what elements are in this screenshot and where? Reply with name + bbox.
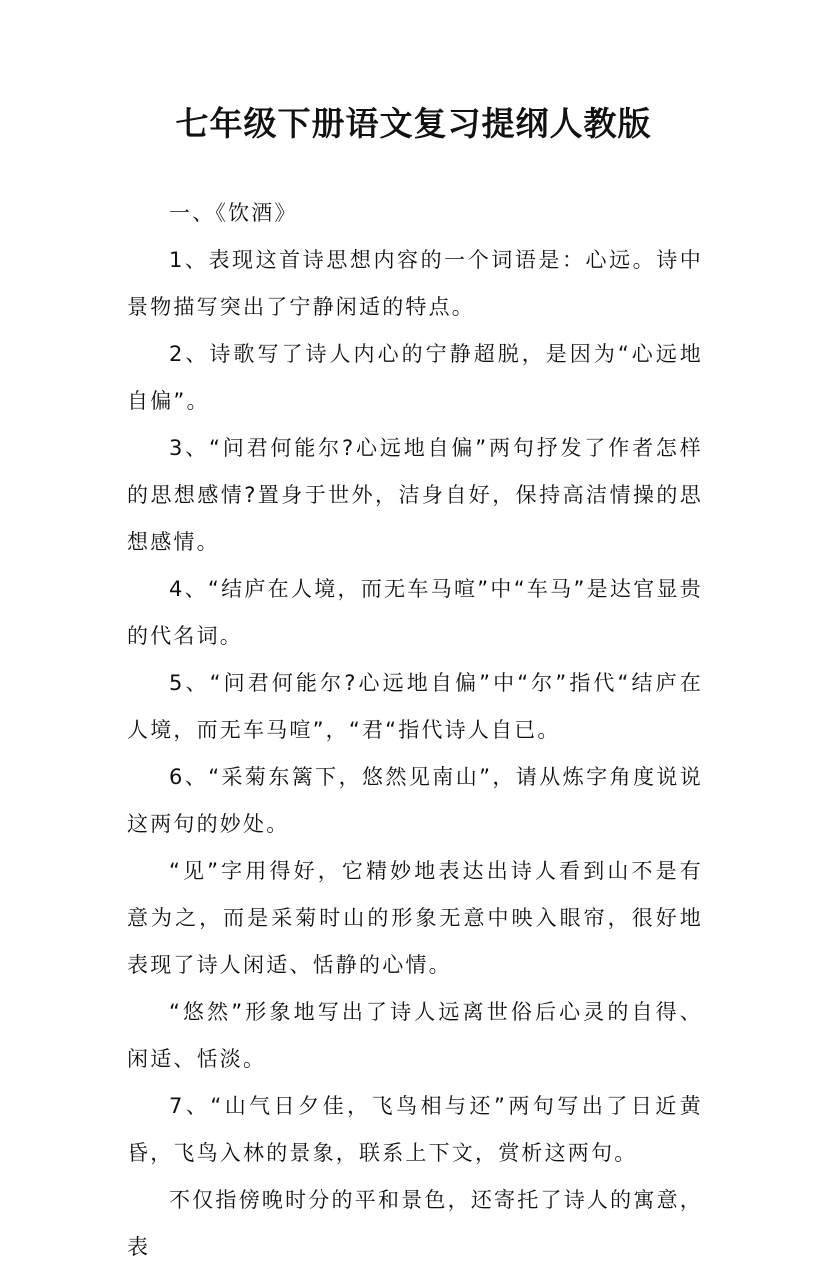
document-title: 七年级下册语文复习提纲人教版 bbox=[175, 104, 652, 143]
paragraph: 不仅指傍晚时分的平和景色，还寄托了诗人的寓意，表 bbox=[127, 1188, 703, 1259]
paragraph: 7、“山气日夕佳，飞鸟相与还”两句写出了日近黄昏，飞鸟入林的景象，联系上下文，赏析这两句。 bbox=[127, 1094, 703, 1165]
paragraph: 4、“结庐在人境，而无车马喧”中“车马”是达官显贵的代名词。 bbox=[127, 577, 703, 648]
paragraph: 3、“问君何能尔?心远地自偏”两句抒发了作者怎样的思想感情?置身于世外，洁身自好，保持高洁情操的思想感情。 bbox=[127, 436, 703, 554]
paragraph: 6、“采菊东篱下，悠然见南山”，请从炼字角度说说这两句的妙处。 bbox=[127, 765, 703, 836]
paragraph: “悠然”形象地写出了诗人远离世俗后心灵的自得、闲适、恬淡。 bbox=[127, 1000, 703, 1071]
paragraph: 5、“问君何能尔?心远地自偏”中“尔”指代“结庐在人境，而无车马喧”，“君“指代诗人自已。 bbox=[127, 671, 703, 742]
paragraph: “见”字用得好，它精妙地表达出诗人看到山不是有意为之，而是采菊时山的形象无意中映入眼帘，很好地表现了诗人闲适、恬静的心情。 bbox=[127, 859, 703, 977]
document-body bbox=[127, 190, 703, 1271]
paragraph: 1、表现这首诗思想内容的一个词语是：心远。诗中景物描写突出了宁静闲适的特点。 bbox=[127, 248, 703, 319]
paragraph: 2、诗歌写了诗人内心的宁静超脱，是因为“心远地自偏”。 bbox=[127, 342, 703, 413]
section-heading: 一、《饮酒》 bbox=[169, 201, 298, 225]
